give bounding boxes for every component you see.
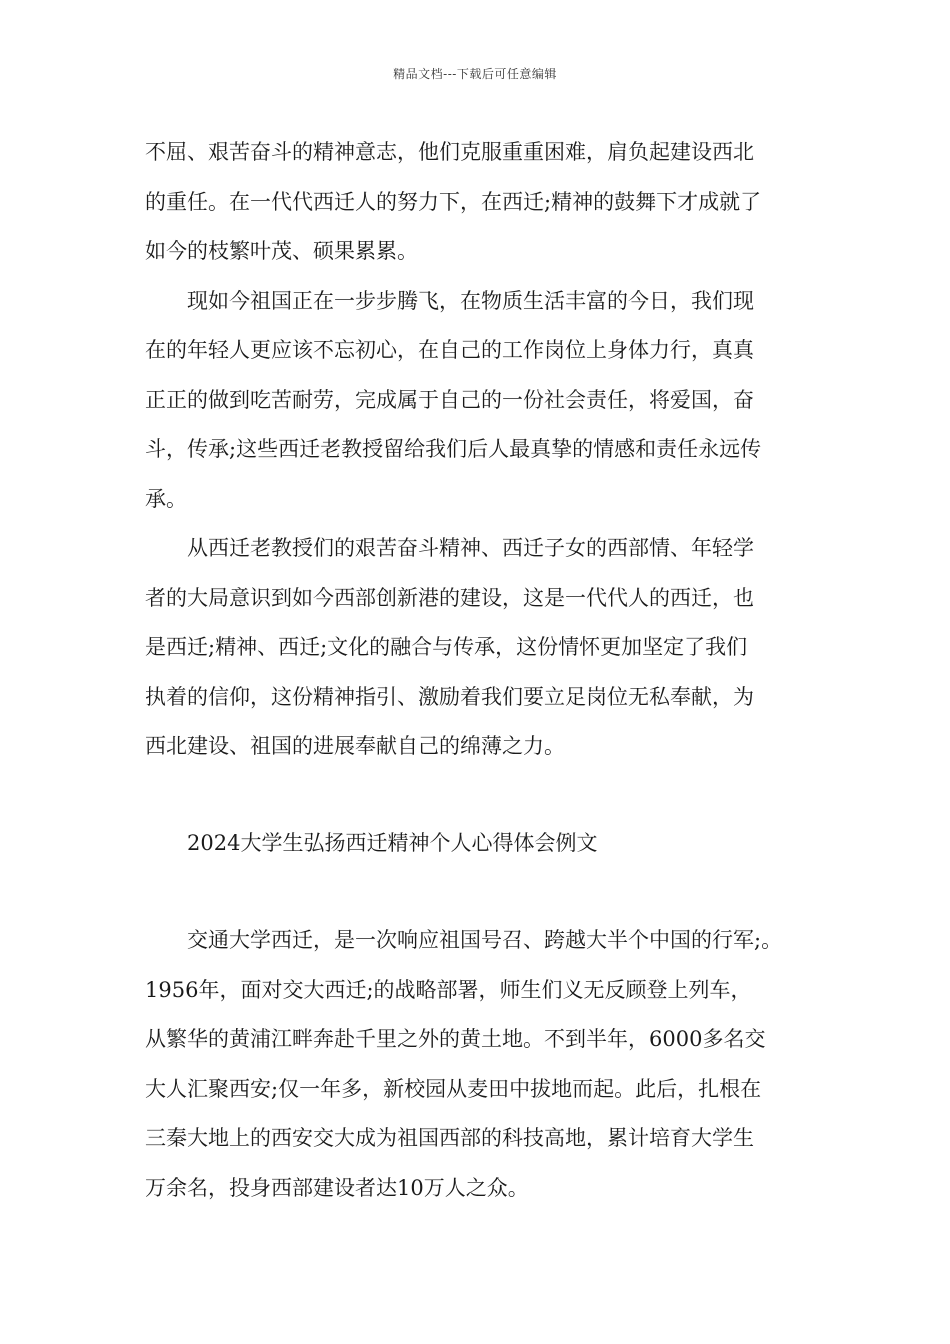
section-title: 2024大学生弘扬西迁精神个人心得体会例文	[187, 830, 598, 855]
text-line: 正正的做到吃苦耐劳，完成属于自己的一份社会责任，将爱国，奋	[145, 387, 754, 412]
text-line: 不屈、艰苦奋斗的精神意志，他们克服重重困难，肩负起建设西北	[145, 140, 754, 164]
page-header: 精品文档---下载后可任意编辑	[393, 67, 557, 81]
paragraph-continuation	[145, 128, 815, 277]
text-line: 万余名，投身西部建设者达10万人之众。	[145, 1175, 529, 1200]
paragraph-present-day	[145, 277, 815, 525]
text-line: 三秦大地上的西安交大成为祖国西部的科技高地，累计培育大学生	[145, 1126, 754, 1150]
text-line: 如今的枝繁叶茂、硕果累累。	[145, 239, 418, 263]
text-line: 现如今祖国正在一步步腾飞，在物质生活丰富的今日，我们现	[187, 288, 754, 313]
text-line: 1956年，面对交大西迁;的战略部署，师生们义无反顾登上列车，	[145, 977, 752, 1002]
text-line: 大人汇聚西安;仅一年多，新校园从麦田中拔地而起。此后，扎根在	[145, 1076, 762, 1101]
paragraph-spirit	[145, 524, 815, 772]
text-line: 斗，传承;这些西迁老教授留给我们后人最真挚的情感和责任永远传	[145, 437, 762, 461]
text-line: 的重任。在一代代西迁人的努力下，在西迁;精神的鼓舞下才成就了	[145, 189, 762, 214]
paragraph-history	[145, 916, 815, 1213]
text-line: 西北建设、祖国的进展奉献自己的绵薄之力。	[145, 734, 565, 758]
text-line: 从西迁老教授们的艰苦奋斗精神、西迁子女的西部情、年轻学	[187, 536, 754, 560]
text-line: 在的年轻人更应该不忘初心，在自己的工作岗位上身体力行，真真	[145, 338, 754, 362]
text-line: 是西迁;精神、西迁;文化的融合与传承，这份情怀更加坚定了我们	[145, 635, 748, 659]
document-body	[145, 128, 815, 1213]
text-line: 交通大学西迁，是一次响应祖国号召、跨越大半个中国的行军;。	[187, 928, 783, 952]
text-line: 承。	[145, 486, 187, 511]
text-line: 者的大局意识到如今西部创新港的建设，这是一代代人的西迁，也	[145, 585, 754, 610]
text-line: 执着的信仰，这份精神指引、激励着我们要立足岗位无私奉献，为	[145, 684, 754, 709]
text-line: 从繁华的黄浦江畔奔赴千里之外的黄土地。不到半年，6000多名交	[145, 1027, 766, 1051]
